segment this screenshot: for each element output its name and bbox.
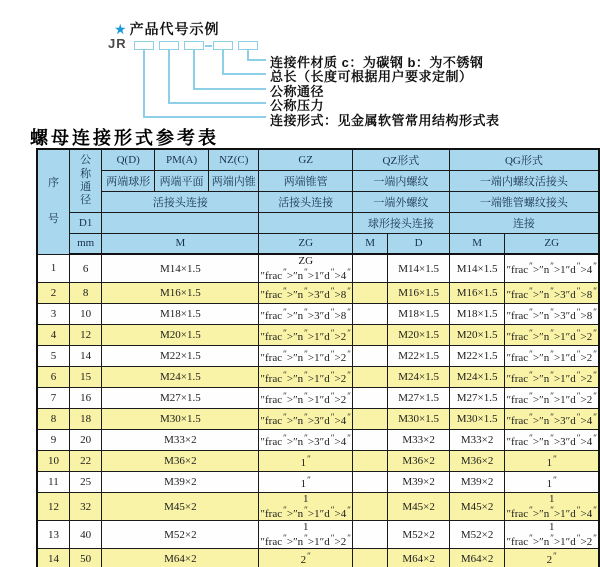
data-cell: M33×2 — [102, 430, 259, 451]
data-cell: ZG ″frac″>″n″>1″d″>4″ — [260, 255, 351, 282]
table-row — [37, 549, 599, 567]
data-cell: ″frac″>″n″>1″d″>2″ — [259, 325, 353, 346]
table-row — [37, 283, 599, 304]
data-cell: ″frac″>″n″>3″d″>4″ — [259, 430, 353, 451]
table-row — [37, 451, 599, 472]
data-cell: M16×1.5 — [388, 283, 449, 304]
data-cell: M20×1.5 — [449, 325, 505, 346]
data-cell: 2″ — [505, 549, 599, 567]
data-cell: M45×2 — [449, 493, 505, 521]
data-cell: M64×2 — [388, 549, 449, 567]
data-cell: 1 ″frac″>″n″>1″d″>4″ — [505, 493, 599, 521]
table-row — [37, 409, 599, 430]
data-cell: M36×2 — [449, 451, 505, 472]
data-cell: ″frac″>″n″>1″d″>2″ — [505, 346, 599, 367]
data-cell: M14×1.5 — [449, 254, 505, 283]
data-cell — [352, 493, 387, 521]
data-cell: M39×2 — [102, 472, 259, 493]
code-box-3 — [184, 41, 204, 50]
data-cell: M52×2 — [388, 521, 449, 549]
data-cell — [352, 325, 387, 346]
data-cell: M30×1.5 — [388, 409, 449, 430]
data-cell — [352, 549, 387, 567]
data-cell: 6 — [37, 367, 69, 388]
data-cell: 1″ — [505, 451, 599, 472]
data-cell: M39×2 — [449, 472, 505, 493]
data-cell: M14×1.5 — [102, 254, 259, 283]
connector-line — [193, 88, 266, 90]
data-cell: M18×1.5 — [449, 304, 505, 325]
table-row — [37, 430, 599, 451]
header-cell: mm — [69, 233, 102, 254]
data-cell: 9 — [37, 430, 69, 451]
header-cell — [259, 212, 353, 233]
data-cell — [352, 304, 387, 325]
header-cell: D1 — [69, 212, 102, 233]
data-cell: 10 — [37, 451, 69, 472]
connector-line — [143, 50, 145, 118]
header-cell: 两端球形 — [102, 170, 155, 191]
header-cell: M — [352, 233, 387, 254]
data-cell: 12 — [69, 325, 102, 346]
header-cell: M — [449, 233, 505, 254]
header-cell: 球形接头连接 — [352, 212, 449, 233]
table-body — [37, 254, 599, 567]
connector-line — [168, 50, 170, 103]
data-cell: 50 — [69, 549, 102, 567]
diagram-label-material: 连接件材质 c：为碳钢 b：为不锈钢 — [270, 55, 484, 70]
table-row — [37, 325, 599, 346]
data-cell: M27×1.5 — [388, 388, 449, 409]
header-cell: 活接头连接 — [102, 191, 259, 212]
data-cell: 8 — [37, 409, 69, 430]
data-cell: 1″ — [259, 472, 353, 493]
data-cell: 12 — [37, 493, 69, 521]
diagram-heading-text: 产品代号示例 — [129, 21, 220, 37]
data-cell: ″frac″>″n″>1″d″>2″ — [505, 388, 599, 409]
header-cell — [102, 212, 259, 233]
data-cell: M22×1.5 — [449, 346, 505, 367]
data-cell: 20 — [69, 430, 102, 451]
diagram-label-diameter: 公称通径 — [270, 84, 325, 99]
data-cell: ″frac″>″n″>1″d″>2″ — [259, 346, 353, 367]
data-cell: 7 — [37, 388, 69, 409]
data-cell: ″frac″>″n″>3″d″>4″ — [505, 409, 599, 430]
data-cell: 6 — [69, 254, 102, 283]
table-row — [37, 346, 599, 367]
data-cell: 2 — [37, 283, 69, 304]
data-cell: ″frac″>″n″>3″d″>4″ — [259, 409, 353, 430]
connector-line — [143, 116, 266, 118]
data-cell: ″frac″>″n″>3″d″>8″ — [505, 304, 599, 325]
data-cell: 22 — [69, 451, 102, 472]
data-cell: 1″ — [259, 451, 353, 472]
header-cell: PM(A) — [155, 149, 209, 170]
data-cell: M24×1.5 — [449, 367, 505, 388]
table-row — [37, 304, 599, 325]
header-cell: 连接 — [449, 212, 599, 233]
diagram-label-pressure: 公称压力 — [270, 98, 325, 113]
table-row — [37, 472, 599, 493]
data-cell: M18×1.5 — [388, 304, 449, 325]
data-cell: M24×1.5 — [102, 367, 259, 388]
data-cell: 18 — [69, 409, 102, 430]
header-cell: NZ(C) — [209, 149, 259, 170]
connector-line — [168, 102, 266, 104]
data-cell: M64×2 — [449, 549, 505, 567]
header-cell: 活接头连接 — [259, 191, 353, 212]
data-cell — [352, 283, 387, 304]
code-box-5 — [238, 41, 258, 50]
data-cell: M20×1.5 — [102, 325, 259, 346]
data-cell: 13 — [37, 521, 69, 549]
data-cell: 11 — [37, 472, 69, 493]
data-cell: 4 — [37, 325, 69, 346]
data-cell: ″frac″>″n″>3″d″>4″ — [505, 430, 599, 451]
data-cell: 40 — [69, 521, 102, 549]
data-cell: 1″ — [505, 472, 599, 493]
data-cell: M24×1.5 — [388, 367, 449, 388]
header-cell: D — [388, 233, 449, 254]
data-cell — [352, 346, 387, 367]
data-cell: ″frac″>″n″>1″d″>2″ — [259, 367, 353, 388]
header-cell: QG形式 — [449, 149, 599, 170]
code-box-4 — [213, 41, 233, 50]
data-cell: 14 — [69, 346, 102, 367]
table-row — [37, 521, 599, 549]
table-row — [37, 493, 599, 521]
nut-connection-reference-table — [36, 148, 600, 567]
data-cell: M39×2 — [388, 472, 449, 493]
data-cell: M22×1.5 — [388, 346, 449, 367]
data-cell: M52×2 — [449, 521, 505, 549]
data-cell — [352, 367, 387, 388]
data-cell: 8 — [69, 283, 102, 304]
header-cell: M — [102, 233, 259, 254]
data-cell: M33×2 — [388, 430, 449, 451]
data-cell: 1 ″frac″>″n″>1″d″>4″ — [260, 493, 351, 520]
table-title: 螺母连接形式参考表 — [30, 128, 219, 148]
connector-line — [247, 59, 266, 61]
data-cell: ″frac″>″n″>3″d″>8″ — [505, 283, 599, 304]
connector-line — [222, 50, 224, 74]
data-cell: ″frac″>″n″>1″d″>2″ — [259, 388, 353, 409]
header-cell: 一端内螺纹 — [352, 170, 449, 191]
data-cell: 15 — [69, 367, 102, 388]
data-cell: 1 — [37, 254, 69, 283]
data-cell: 16 — [69, 388, 102, 409]
data-cell: M27×1.5 — [449, 388, 505, 409]
data-cell — [352, 521, 387, 549]
table-header — [37, 149, 599, 254]
data-cell: ″frac″>″n″>3″d″>8″ — [259, 283, 353, 304]
diagram-heading — [114, 19, 220, 39]
data-cell — [352, 254, 387, 283]
data-cell: M36×2 — [388, 451, 449, 472]
header-cell: 两端平面 — [155, 170, 209, 191]
header-cell: Q(D) — [102, 149, 155, 170]
header-cell: 两端内锥 — [209, 170, 259, 191]
header-cell: 序 号 — [37, 149, 69, 254]
data-cell: 10 — [69, 304, 102, 325]
diagram-label-connection: 连接形式：见金属软管常用结构形式表 — [270, 113, 500, 128]
code-dash — [205, 45, 212, 47]
data-cell: M33×2 — [449, 430, 505, 451]
data-cell: 14 — [37, 549, 69, 567]
data-cell: M36×2 — [102, 451, 259, 472]
data-cell: 3 — [37, 304, 69, 325]
table-row — [37, 367, 599, 388]
data-cell: 25 — [69, 472, 102, 493]
header-cell: 一端锥管螺纹接头 — [449, 191, 599, 212]
data-cell: M16×1.5 — [102, 283, 259, 304]
data-cell: 1 ″frac″>″n″>1″d″>2″ — [260, 521, 351, 548]
data-cell: ″frac″>″n″>1″d″>2″ — [505, 367, 599, 388]
code-box-1 — [134, 41, 154, 50]
data-cell: 1 ″frac″>″n″>1″d″>2″ — [505, 521, 599, 549]
data-cell: M52×2 — [102, 521, 259, 549]
data-cell: ″frac″>″n″>1″d″>4″ — [505, 254, 599, 283]
data-cell — [352, 451, 387, 472]
data-cell: M20×1.5 — [388, 325, 449, 346]
product-code-prefix: JR — [108, 36, 127, 51]
header-cell: 一端内螺纹活接头 — [449, 170, 599, 191]
data-cell: M45×2 — [102, 493, 259, 521]
header-cell: ZG — [259, 233, 353, 254]
data-cell: ″frac″>″n″>1″d″>2″ — [505, 325, 599, 346]
connector-line — [222, 73, 266, 75]
diagram-label-length: 总长（长度可根据用户要求定制） — [270, 69, 473, 84]
data-cell: M30×1.5 — [102, 409, 259, 430]
data-cell: 2″ — [259, 549, 353, 567]
data-cell: M14×1.5 — [388, 254, 449, 283]
data-cell — [352, 388, 387, 409]
data-cell: 32 — [69, 493, 102, 521]
header-cell: QZ形式 — [352, 149, 449, 170]
header-cell: 公 称 通 径 — [69, 149, 102, 212]
data-cell: ″frac″>″n″>3″d″>8″ — [259, 304, 353, 325]
data-cell — [352, 472, 387, 493]
header-cell: GZ — [259, 149, 353, 170]
data-cell — [352, 430, 387, 451]
header-cell: ZG — [505, 233, 599, 254]
data-cell: 5 — [37, 346, 69, 367]
connector-line — [193, 50, 195, 89]
code-box-2 — [159, 41, 179, 50]
data-cell: M27×1.5 — [102, 388, 259, 409]
star-icon: ★ — [114, 21, 128, 37]
data-cell: M16×1.5 — [449, 283, 505, 304]
table-row — [37, 388, 599, 409]
data-cell: M22×1.5 — [102, 346, 259, 367]
header-cell: 两端锥管 — [259, 170, 353, 191]
data-cell: M18×1.5 — [102, 304, 259, 325]
data-cell — [352, 409, 387, 430]
table-row — [37, 254, 599, 283]
data-cell: M45×2 — [388, 493, 449, 521]
data-cell: M30×1.5 — [449, 409, 505, 430]
data-cell: M64×2 — [102, 549, 259, 567]
header-cell: 一端外螺纹 — [352, 191, 449, 212]
